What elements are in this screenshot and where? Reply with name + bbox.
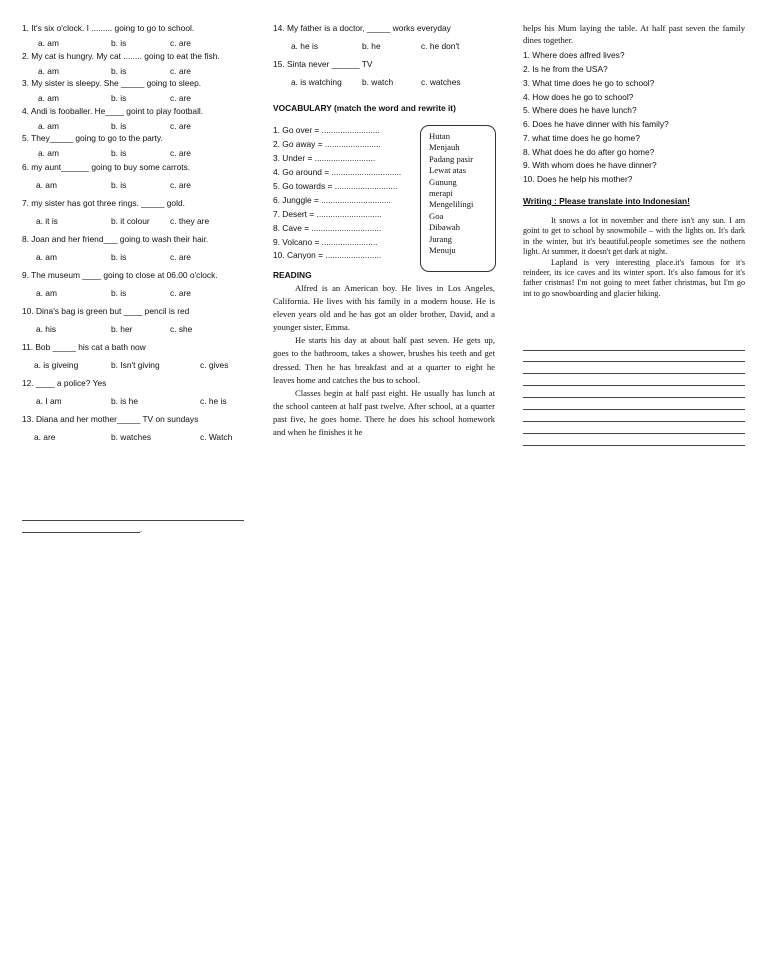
question-item-5: 5. Where does he have lunch? bbox=[523, 105, 637, 115]
question-2: 2. My cat is hungry. My cat ........ going to eat the fish. bbox=[22, 51, 220, 61]
option-c: c. watches bbox=[421, 77, 461, 87]
vocab-item-3: 3. Under = .......................... bbox=[273, 153, 376, 163]
vocab-item-2: 2. Go away = ........................ bbox=[273, 139, 381, 149]
option-c: c. he is bbox=[200, 396, 227, 406]
option-a: a. am bbox=[38, 66, 59, 76]
question-10: 10. Dina's bag is green but ____ pencil is red bbox=[22, 306, 190, 316]
option-b: b. is bbox=[111, 66, 127, 76]
option-b: b. is bbox=[111, 93, 127, 103]
writing-answer-line bbox=[523, 350, 745, 351]
reading-passage bbox=[273, 282, 495, 448]
vocab-answer: Goa bbox=[429, 210, 444, 221]
writing-paragraph-2: Lapland is very interesting place.it's famous for it's reindeer, its ice caves and its winter sport. It's also famous for it's father cristmas! I'm not going to meet father christmas, but I'm go int to go snowboarding and glacier hiking. bbox=[523, 257, 745, 298]
reading-paragraph-2: He starts his day at about half past seven. He gets up, goes to the bathroom, takes a shower, brushes his teeth and get dressed. Then he has breakfast and at a quarter to eight he leaves home and catches the bus to school. bbox=[273, 335, 495, 385]
question-item-10: 10. Does he help his mother? bbox=[523, 174, 633, 184]
question-11: 11. Bob _____ his cat a bath now bbox=[22, 342, 146, 352]
option-c: c. are bbox=[170, 180, 191, 190]
vocab-answer: Hutan bbox=[429, 131, 451, 141]
writing-title: Writing : Please translate into Indonesian! bbox=[523, 196, 690, 206]
reading-paragraph-3: Classes begin at half past eight. He usually has lunch at the school canteen at half past twelve. After school, at a quarter past five, he goes home. There he does his school homework and when he finishes it he bbox=[273, 387, 495, 438]
question-6: 6. my aunt______ going to buy some carrots. bbox=[22, 162, 191, 172]
vocab-answer: Jurang bbox=[429, 233, 452, 244]
reading-paragraph-1: Alfred is an American boy. He lives in Los Angeles, California. He lives with his family in a modern house. He is eleven years old and he has got an older brother, David, and a younger sister, Emma. bbox=[273, 283, 495, 333]
writing-answer-line bbox=[523, 385, 745, 386]
question-12: 12. ____ a police? Yes bbox=[22, 378, 107, 388]
option-b: b. is bbox=[111, 121, 127, 131]
vocab-answer: Lewat atas bbox=[429, 165, 466, 176]
vocab-answer: Menjauh bbox=[429, 142, 460, 153]
option-c: c. are bbox=[170, 66, 191, 76]
option-c: c. he don't bbox=[421, 41, 460, 51]
vocab-item-6: 6. Junggle = .............................. bbox=[273, 195, 391, 205]
option-a: a. am bbox=[38, 93, 59, 103]
vocab-item-1: 1. Go over = ......................... bbox=[273, 125, 380, 135]
option-c: c. are bbox=[170, 252, 191, 262]
vocab-item-5: 5. Go towards = ........................... bbox=[273, 181, 398, 191]
answer-line bbox=[22, 520, 244, 521]
writing-paragraph-1: It snows a lot in november and there isn't any sun. I am goint to get to school by snowmobile – with the lights on. It's dark in the winter, but it's beautiful.people sometimes see the nothern light. At summer, it doesn't get dark at night. bbox=[523, 216, 745, 257]
vocab-item-10: 10. Canyon = ........................ bbox=[273, 250, 382, 260]
option-b: b. watch bbox=[362, 77, 394, 87]
option-c: c. gives bbox=[200, 360, 229, 370]
option-a: a. am bbox=[36, 252, 57, 262]
option-b: b. Isn't giving bbox=[111, 360, 160, 370]
option-a: a. am bbox=[38, 148, 59, 158]
vocabulary-title: VOCABULARY (match the word and rewrite it) bbox=[273, 103, 456, 113]
writing-answer-line bbox=[523, 433, 745, 434]
vocab-answer: merapi bbox=[429, 188, 453, 199]
question-item-3: 3. What time does he go to school? bbox=[523, 78, 655, 88]
option-a: a. he is bbox=[291, 41, 319, 51]
option-b: b. her bbox=[111, 324, 133, 334]
question-8: 8. Joan and her friend___ going to wash their hair. bbox=[22, 234, 209, 244]
question-4: 4. Andi is fooballer. He____ goint to play football. bbox=[22, 106, 204, 116]
option-c: c. are bbox=[170, 288, 191, 298]
option-a: a. is watching bbox=[291, 77, 342, 87]
writing-answer-line bbox=[523, 445, 745, 446]
option-a: a. is giveing bbox=[34, 360, 79, 370]
question-item-9: 9. With whom does he have dinner? bbox=[523, 160, 657, 170]
question-14: 14. My father is a doctor, _____ works everyday bbox=[273, 23, 451, 33]
question-item-2: 2. Is he from the USA? bbox=[523, 64, 608, 74]
vocab-item-4: 4. Go around = .............................. bbox=[273, 167, 402, 177]
option-b: b. he bbox=[362, 41, 381, 51]
question-1: 1. It's six o'clock. I ......... going to go to school. bbox=[22, 23, 195, 33]
reading-title: READING bbox=[273, 270, 312, 280]
option-a: a. I am bbox=[36, 396, 62, 406]
option-b: b. is bbox=[111, 180, 127, 190]
option-b: b. is bbox=[111, 38, 127, 48]
option-a: a. am bbox=[36, 288, 57, 298]
option-c: c. Watch bbox=[200, 432, 233, 442]
writing-answer-line bbox=[523, 373, 745, 374]
question-item-7: 7. what time does he go home? bbox=[523, 133, 640, 143]
vocab-answer: Dibawah bbox=[429, 222, 461, 233]
option-a: a. am bbox=[38, 38, 59, 48]
question-item-4: 4. How does he go to school? bbox=[523, 92, 634, 102]
question-13: 13. Diana and her mother_____ TV on sundays bbox=[22, 414, 199, 424]
vocab-answer: Menuju bbox=[429, 245, 456, 256]
writing-passage bbox=[523, 216, 745, 299]
option-b: b. it colour bbox=[111, 216, 150, 226]
question-9: 9. The museum ____ going to close at 06.00 o'clock. bbox=[22, 270, 218, 280]
vocab-answer: Mengelilingi bbox=[429, 199, 474, 210]
writing-answer-line bbox=[523, 421, 745, 422]
option-b: b. is bbox=[111, 288, 127, 298]
option-c: c. are bbox=[170, 38, 191, 48]
question-item-6: 6. Does he have dinner with his family? bbox=[523, 119, 669, 129]
option-c: c. she bbox=[170, 324, 193, 334]
vocab-answer: Gunung bbox=[429, 176, 457, 187]
vocab-item-7: 7. Desert = ............................ bbox=[273, 209, 382, 219]
option-a: a. his bbox=[36, 324, 57, 334]
question-7: 7. my sister has got three rings. _____ gold. bbox=[22, 198, 185, 208]
option-c: c. are bbox=[170, 93, 191, 103]
option-c: c. are bbox=[170, 121, 191, 131]
vocabulary-answer-box bbox=[420, 125, 496, 272]
option-a: a. am bbox=[38, 121, 59, 131]
option-b: b. is bbox=[111, 252, 127, 262]
option-a: a. am bbox=[36, 180, 57, 190]
question-3: 3. My sister is sleepy. She _____ going to sleep. bbox=[22, 78, 202, 88]
question-15: 15. Sinta never ______ TV bbox=[273, 59, 373, 69]
option-b: b. is he bbox=[111, 396, 139, 406]
question-item-1: 1. Where does alfred lives? bbox=[523, 50, 625, 60]
option-b: b. watches bbox=[111, 432, 152, 442]
option-b: b. is bbox=[111, 148, 127, 158]
writing-answer-line bbox=[523, 361, 745, 362]
vocab-answer: Padang pasir bbox=[429, 153, 474, 164]
writing-answer-line bbox=[523, 409, 745, 410]
question-5: 5. They_____ going to go to the party. bbox=[22, 133, 163, 143]
option-a: a. are bbox=[34, 432, 56, 442]
question-item-8: 8. What does he do after go home? bbox=[523, 147, 655, 157]
option-c: c. they are bbox=[170, 216, 210, 226]
vocab-item-9: 9. Volcano = ........................ bbox=[273, 237, 378, 247]
answer-line bbox=[22, 532, 140, 533]
reading-continuation: helps his Mum laying the table. At half past seven the family dines together. bbox=[523, 23, 745, 46]
line-end-dot: . bbox=[140, 524, 143, 534]
option-c: c. are bbox=[170, 148, 191, 158]
vocab-item-8: 8. Cave = .............................. bbox=[273, 223, 382, 233]
writing-answer-line bbox=[523, 397, 745, 398]
option-a: a. it is bbox=[36, 216, 58, 226]
